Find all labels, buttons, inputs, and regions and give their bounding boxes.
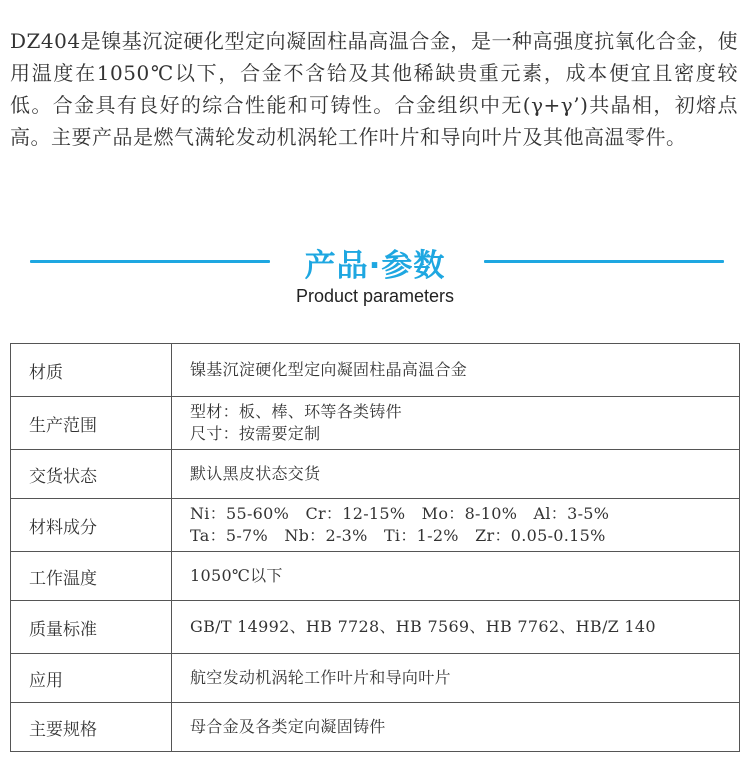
row-value xyxy=(172,499,740,552)
value-line: 尺寸：按需要定制 xyxy=(190,424,321,443)
row-value xyxy=(172,552,740,601)
value-line: Ni：55-60% Cr：12-15% Mo：8-10% Al：3-5% xyxy=(190,504,610,523)
value-line: 镍基沉淀硬化型定向凝固柱晶高温合金 xyxy=(190,360,468,379)
row-label: 工作温度 xyxy=(11,552,172,601)
row-label: 质量标准 xyxy=(11,601,172,654)
intro-paragraph: DZ404是镍基沉淀硬化型定向凝固柱晶高温合金，是一种高强度抗氧化合金，使用温度在1050℃以下，合金不含铪及其他稀缺贵重元素，成本便宜且密度较低。合金具有良好的综合性能和可铸性。合金组织中无(γ+γ’)共晶相，初熔点高。主要产品是燃气满轮发动机涡轮工作叶片和导向叶片及其他高温零件。 xyxy=(10,29,738,149)
section-subtitle: Product parameters xyxy=(295,286,455,306)
row-label: 主要规格 xyxy=(11,703,172,752)
row-label: 生产范围 xyxy=(11,397,172,450)
row-label: 交货状态 xyxy=(11,450,172,499)
table-row xyxy=(11,654,740,703)
value-line: 航空发动机涡轮工作叶片和导向叶片 xyxy=(190,668,451,687)
table-row xyxy=(11,450,740,499)
row-label: 材质 xyxy=(11,344,172,397)
value-line: GB/T 14992、HB 7728、HB 7569、HB 7762、HB/Z 140 xyxy=(190,617,656,636)
value-line: 型材：板、棒、环等各类铸件 xyxy=(190,402,402,421)
row-label: 材料成分 xyxy=(11,499,172,552)
row-value xyxy=(172,450,740,499)
row-value xyxy=(172,397,740,450)
section-header xyxy=(0,238,750,318)
parameters-table xyxy=(10,343,740,752)
value-line: 默认黑皮状态交货 xyxy=(190,464,321,483)
value-line: 1050℃以下 xyxy=(190,566,283,585)
table-row xyxy=(11,601,740,654)
row-value xyxy=(172,703,740,752)
row-value xyxy=(172,654,740,703)
table-row xyxy=(11,397,740,450)
table-row xyxy=(11,344,740,397)
row-label: 应用 xyxy=(11,654,172,703)
value-line: Ta：5-7% Nb：2-3% Ti：1-2% Zr：0.05-0.15% xyxy=(190,526,606,545)
value-line: 母合金及各类定向凝固铸件 xyxy=(190,717,386,736)
table-row xyxy=(11,703,740,752)
row-value xyxy=(172,344,740,397)
row-value xyxy=(172,601,740,654)
table-row xyxy=(11,499,740,552)
table-row xyxy=(11,552,740,601)
section-title: 产品·参数 xyxy=(304,248,446,284)
